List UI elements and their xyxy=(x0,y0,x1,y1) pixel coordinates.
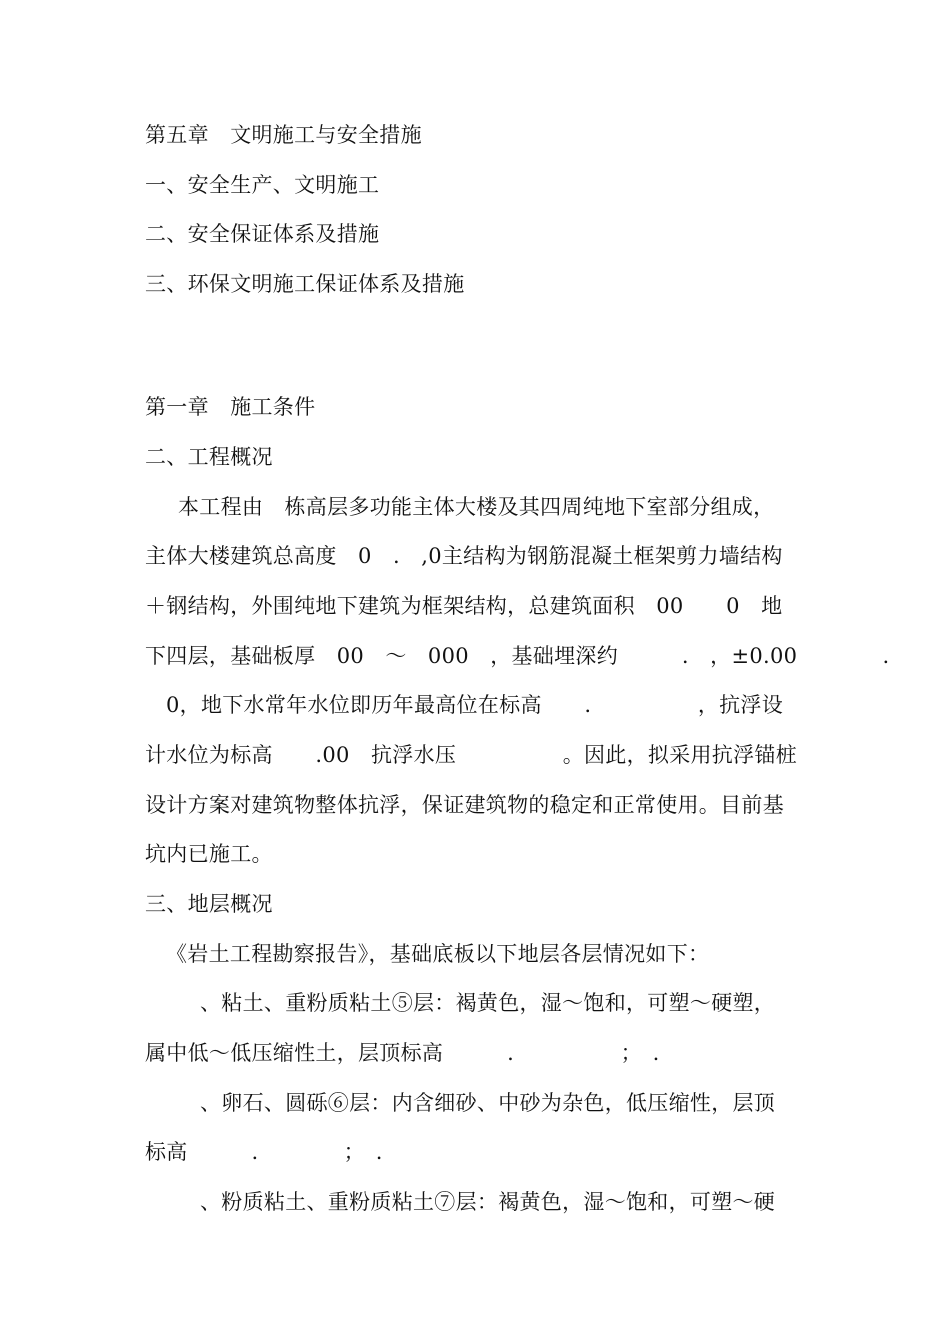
paragraph-line: 设计方案对建筑物整体抗浮，保证建筑物的稳定和正常使用。目前基 xyxy=(145,793,784,817)
chapter-one-heading: 第一章 施工条件 xyxy=(145,395,316,419)
toc-chapter-five: 第五章 文明施工与安全措施 xyxy=(145,123,422,147)
paragraph-line: 、粉质粘土、重粉质粘土⑦层：褐黄色，湿～饱和，可塑～硬 xyxy=(200,1190,776,1214)
paragraph-line: 坑内已施工。 xyxy=(145,842,273,866)
section-strata-overview: 三、地层概况 xyxy=(145,892,273,916)
paragraph-line: 计水位为标高 .00 抗浮水压 。因此，拟采用抗浮锚桩 xyxy=(145,743,797,767)
paragraph-line: 0，地下水常年水位即历年最高位在标高 . ，抗浮设 xyxy=(166,693,784,717)
toc-item-three: 三、环保文明施工保证体系及措施 xyxy=(145,272,465,296)
toc-item-one: 一、安全生产、文明施工 xyxy=(145,173,380,197)
paragraph-line: 下四层，基础板厚 00 ～ 000 ，基础埋深约 . ，±0.00 . xyxy=(145,644,890,668)
paragraph-line: 本工程由 栋高层多功能主体大楼及其四周纯地下室部分组成， xyxy=(178,495,775,519)
paragraph-line: ＋钢结构，外围纯地下建筑为框架结构，总建筑面积 00 0 地 xyxy=(145,594,783,618)
section-project-overview: 二、工程概况 xyxy=(145,445,273,469)
paragraph-line: 、粘土、重粉质粘土⑤层：褐黄色，湿～饱和，可塑～硬塑， xyxy=(200,991,776,1015)
paragraph-line: 属中低～低压缩性土，层顶标高 . ； . xyxy=(145,1041,660,1065)
paragraph-line: 、卵石、圆砾⑥层：内含细砂、中砂为杂色，低压缩性，层顶 xyxy=(200,1091,776,1115)
toc-item-two: 二、安全保证体系及措施 xyxy=(145,222,380,246)
paragraph-line: 主体大楼建筑总高度 0 . ,0主结构为钢筋混凝土框架剪力墙结构 xyxy=(145,544,783,568)
paragraph-line: 《岩土工程勘察报告》，基础底板以下地层各层情况如下： xyxy=(166,942,710,966)
paragraph-line: 标高 . ； . xyxy=(145,1140,383,1164)
